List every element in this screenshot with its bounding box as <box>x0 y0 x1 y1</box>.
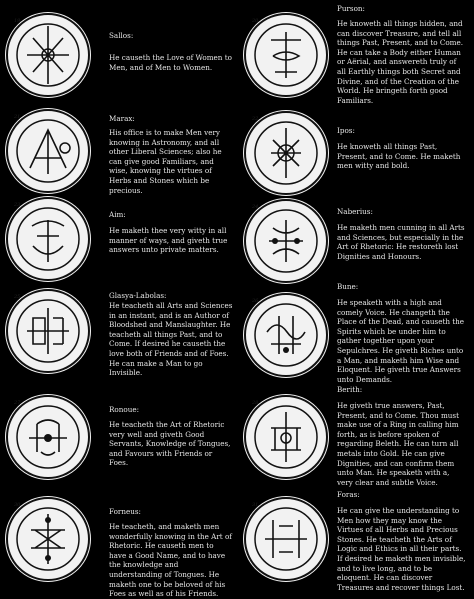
sigil-seal-image <box>243 394 329 480</box>
sigil-seal-image <box>243 292 329 378</box>
demon-name: Berith: <box>337 385 363 394</box>
sigil-seal-image <box>243 12 329 98</box>
demon-description: He can give the understanding to Men how they may know the Virtues of all Herbs and Precious Stones. He teacheth the Arts of Logic and Ethics in all their parts. If desired he maketh men invisible, and to live long, and to be eloquent. He can discover Treasures and recover things Lost. <box>337 506 466 592</box>
demon-name: Ronoue: <box>109 405 139 414</box>
seal-number: 23 <box>14 202 21 208</box>
demon-description: He giveth true answers, Past, Present, and to Come. Thou must make use of a Ring in calling him forth, as is before spoken of regarding Beleth. He can turn all metals into Gold. He can give Dignities, and can confirm them unto Man. He speaketh with a, very clear and subtle Voice. <box>337 401 460 487</box>
seal-number: 22 <box>252 116 259 122</box>
demon-name: Marax: <box>109 114 135 123</box>
seal-number: 31 <box>252 502 259 508</box>
seal-number: 27 <box>14 400 21 406</box>
demon-description: He knoweth all things Past, Present, and to Come. He maketh men witty and bold. <box>337 142 461 171</box>
sigil-seal-image <box>5 496 91 582</box>
demon-name: Sallos: <box>109 31 134 40</box>
sigil-seal-image <box>243 198 329 284</box>
demon-description: He causeth the Love of Women to Men, and of Men to Women. <box>109 53 232 72</box>
demon-name: Naberius: <box>337 207 373 216</box>
sigil-seal-image <box>5 12 91 98</box>
demon-description: His office is to make Men very knowing in Astronomy, and all other Liberal Sciences; also he can give good Familiars, and wise, knowing the virtues of Herbs and Stones which be precious. <box>109 128 222 195</box>
seal-number: 26 <box>252 298 259 304</box>
sigil-seal-image <box>5 394 91 480</box>
seal-number: 25 <box>14 294 21 300</box>
demon-name: Foras: <box>337 490 360 499</box>
demon-name: Bune: <box>337 282 359 291</box>
seal-number: 28 <box>252 400 259 406</box>
seal-number: 20 <box>252 18 259 24</box>
demon-description: He maketh thee very witty in all manner of ways, and giveth true answers unto private matters. <box>109 226 228 255</box>
demon-name: Aim: <box>109 210 126 219</box>
seal-number: 21 <box>14 114 21 120</box>
demon-name: Glasya-Labolas: <box>109 291 167 300</box>
sigil-seal-image <box>5 108 91 194</box>
seal-number: 19 <box>14 18 21 24</box>
demon-name: Forneus: <box>109 507 141 516</box>
demon-description: He teacheth all Arts and Sciences in an instant, and is an Author of Bloodshed and Manslaughter. He teacheth all things Past, and to Come. If desired he causeth the love both of Friends and of Foes. He can make a Man to go Invisible. <box>109 301 233 378</box>
sigil-seal-image <box>243 110 329 196</box>
seal-number: 30 <box>14 502 21 508</box>
demon-description: He speaketh with a high and comely Voice. He changeth the Place of the Dead, and causeth the Spirits which be under him to gather together upon your Sepulchres. He giveth Riches unto a Man, and maketh him Wise and Eloquent. He giveth true Answers unto Demands. <box>337 298 465 384</box>
demon-description: He knoweth all things hidden, and can discover Treasure, and tell all things Past, Present, and to Come. He can take a Body either Human or Aërial, and answereth truly of all Earthly things both Secret and Divine, and of the Creation of the World. He bringeth forth good Familiars. <box>337 19 463 105</box>
seal-number: 24 <box>252 204 259 210</box>
sigil-seal-image <box>243 496 329 582</box>
demon-description: He teacheth the Art of Rhetoric very well and giveth Good Servants, Knowledge of Tongues, and Favours with Friends or Foes. <box>109 420 231 468</box>
sigil-seal-image <box>5 288 91 374</box>
demon-description: He maketh men cunning in all Arts and Sciences, but especially in the Art of Rhetoric: He restoreth lost Dignities and Honours. <box>337 223 465 261</box>
demon-name: Ipos: <box>337 126 355 135</box>
demon-name: Purson: <box>337 4 365 13</box>
sigil-seal-image <box>5 196 91 282</box>
demon-description: He teacheth, and maketh men wonderfully knowing in the Art of Rhetoric. He causeth men to have a Good Name, and to have the knowledge and understanding of Tongues. He maketh one to be beloved of his Foes as well as of his Friends. <box>109 522 232 599</box>
